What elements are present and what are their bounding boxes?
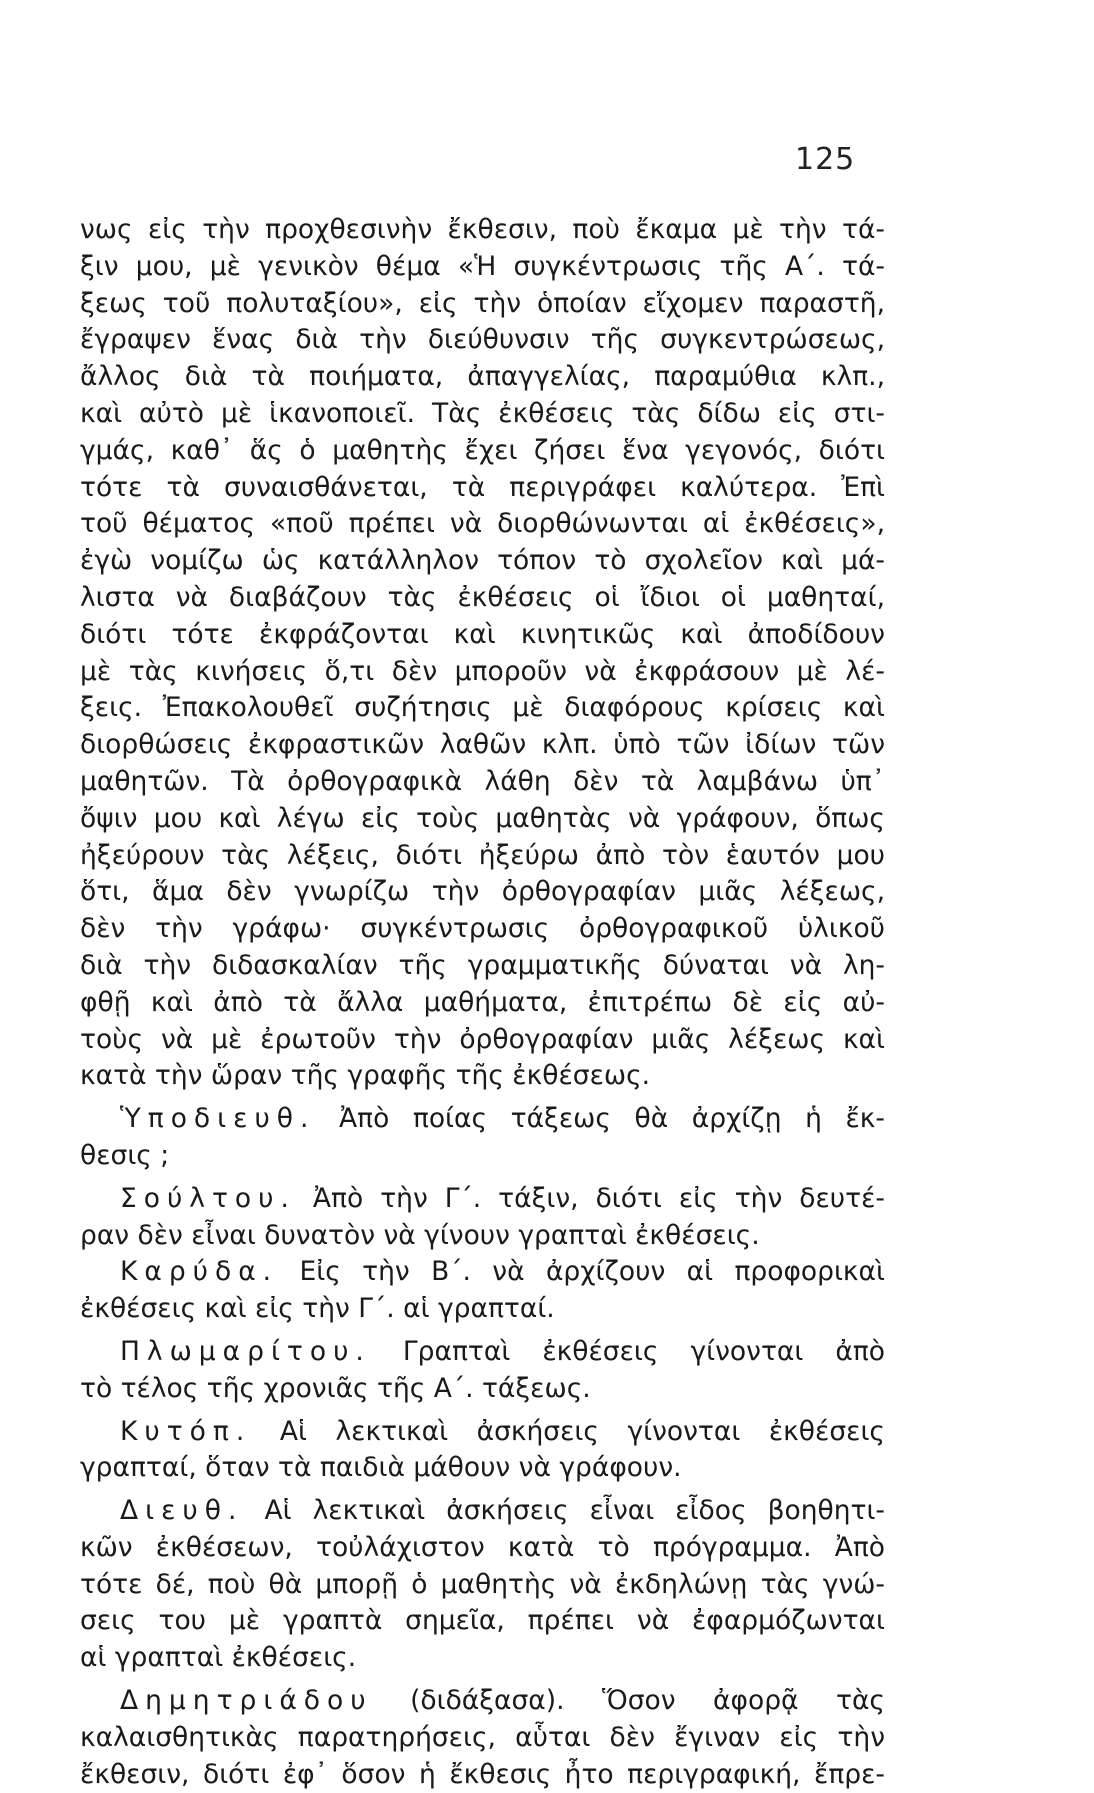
text-line: σεις του μὲ γραπτὰ σημεῖα, πρέπει νὰ ἐφαρμόζωνται xyxy=(80,1605,885,1637)
text-line: θεσις ; xyxy=(80,1139,170,1171)
dialogue-text: Γραπταὶ ἐκθέσεις γίνονται ἀπὸ xyxy=(402,1335,885,1367)
text-line: δὲν τὴν γράφω· συγκέντρωσις ὀρθογραφικοῦ ὑλικοῦ xyxy=(80,913,885,945)
text-line: ἐγὼ νομίζω ὡς κατάλληλον τόπον τὸ σχολεῖον καὶ μά- xyxy=(80,545,885,577)
text-line: μαθητῶν. Τὰ ὀρθογραφικὰ λάθη δὲν τὰ λαμβάνω ὑπ᾽ xyxy=(80,765,885,797)
text-line: ἐκθέσεις καὶ εἰς τὴν Γ΄. αἱ γραπταί. xyxy=(80,1293,555,1325)
text-line: αἱ γραπταὶ ἐκθέσεις. xyxy=(80,1642,357,1674)
text-line: ξεις. Ἐπακολουθεῖ συζήτησις μὲ διαφόρους κρίσεις καὶ xyxy=(80,692,885,724)
dialogue-line xyxy=(80,1334,885,1371)
dialogue-line xyxy=(80,1181,885,1218)
text-line: γμάς, καθ᾽ ἅς ὁ μαθητὴς ἔχει ζήσει ἕνα γεγονός, διότι xyxy=(80,434,885,466)
text-line: τοῦ θέματος «ποῦ πρέπει νὰ διορθώνωνται αἱ ἐκθέσεις», xyxy=(80,508,885,540)
text-line: νως εἰς τὴν προχθεσινὴν ἔκθεσιν, ποὺ ἔκαμα μὲ τὴν τά- xyxy=(80,214,885,245)
text-line: κατὰ τὴν ὥραν τῆς γραφῆς τῆς ἐκθέσεως. xyxy=(80,1060,651,1092)
dialogue-line xyxy=(80,1493,885,1530)
dialogue-text: Αἱ λεκτικαὶ ἀσκήσεις εἶναι εἶδος βοηθητι- xyxy=(264,1495,885,1527)
speaker-name: Διευθ. xyxy=(120,1495,244,1527)
speaker-name: Σούλτου. xyxy=(120,1182,296,1214)
text-line: διορθώσεις ἐκφραστικῶν λαθῶν κλπ. ὑπὸ τῶν ἰδίων τῶν xyxy=(80,729,885,761)
speaker-name: Κυτόπ. xyxy=(120,1415,252,1447)
text-line: τότε τὰ συναισθάνεται, τὰ περιγράφει καλύτερα. Ἐπὶ xyxy=(80,471,885,503)
speaker-name: Καρύδα. xyxy=(120,1256,279,1288)
dialogue-line xyxy=(80,1254,885,1291)
dialogue-text: Ἀπὸ ποίας τάξεως θὰ ἀρχίζῃ ἡ ἔκ- xyxy=(339,1103,885,1135)
page-number: 125 xyxy=(795,142,856,177)
text-line: τὸ τέλος τῆς χρονιᾶς τῆς Α΄. τάξεως. xyxy=(80,1372,591,1404)
text-line: ἔκθεσιν, διότι ἐφ᾽ ὅσον ἡ ἔκθεσις ἦτο περιγραφική, ἔπρε- xyxy=(80,1758,885,1790)
text-line: ραν δὲν εἶναι δυνατὸν νὰ γίνουν γραπταὶ ἐκθέσεις. xyxy=(80,1219,760,1251)
text-line: ξεως τοῦ πολυταξίου», εἰς τὴν ὁποίαν εἴχομεν παραστῆ, xyxy=(80,287,885,319)
speaker-name: Πλωμαρίτου. xyxy=(120,1335,371,1367)
text-line: λιστα νὰ διαβάζουν τὰς ἐκθέσεις οἱ ἴδιοι οἱ μαθηταί, xyxy=(80,581,885,613)
text-line: ἔγραψεν ἕνας διὰ τὴν διεύθυνσιν τῆς συγκεντρώσεως, xyxy=(80,324,885,356)
text-line: ὅτι, ἅμα δὲν γνωρίζω τὴν ὀρθογραφίαν μιᾶς λέξεως, xyxy=(80,876,885,908)
text-line: ἄλλος διὰ τὰ ποιήματα, ἀπαγγελίας, παραμύθια κλπ., xyxy=(80,361,885,393)
text-line: γραπταί, ὅταν τὰ παιδιὰ μάθουν νὰ γράφουν. xyxy=(80,1452,682,1484)
dialogue-text: Ἀπὸ τὴν Γ΄. τάξιν, διότι εἰς τὴν δευτέ- xyxy=(312,1182,885,1214)
speaker-name: Ὑποδιευθ. xyxy=(120,1103,316,1135)
text-line: ξιν μου, μὲ γενικὸν θέμα «Ἡ συγκέντρωσις τῆς Α΄. τά- xyxy=(80,250,885,282)
text-line: μὲ τὰς κινήσεις ὅ,τι δὲν μποροῦν νὰ ἐκφράσουν μὲ λέ- xyxy=(80,655,885,687)
text-line: ὄψιν μου καὶ λέγω εἰς τοὺς μαθητὰς νὰ γράφουν, ὅπως xyxy=(80,802,885,834)
text-line: ἠξεύρουν τὰς λέξεις, διότι ἠξεύρω ἀπὸ τὸν ἑαυτόν μου xyxy=(80,839,885,871)
text-line: διότι τότε ἐκφράζονται καὶ κινητικῶς καὶ ἀποδίδουν xyxy=(80,618,885,650)
dialogue-line xyxy=(80,1101,885,1138)
text-line: κῶν ἐκθέσεων, τοὐλάχιστον κατὰ τὸ πρόγραμμα. Ἀπὸ xyxy=(80,1531,885,1563)
dialogue-text: Αἱ λεκτικαὶ ἀσκήσεις γίνονται ἐκθέσεις xyxy=(279,1415,885,1447)
dialogue-line xyxy=(80,1414,885,1451)
body-text xyxy=(80,212,885,1793)
dialogue-text: Εἰς τὴν Β΄. νὰ ἀρχίζουν αἱ προφορικαὶ xyxy=(299,1256,885,1288)
speaker-name: Δημητριάδου xyxy=(120,1685,373,1717)
text-line: καλαισθητικὰς παρατηρήσεις, αὗται δὲν ἔγιναν εἰς τὴν xyxy=(80,1721,885,1753)
dialogue-text: (διδάξασα). Ὅσον ἀφορᾷ τὰς xyxy=(410,1685,885,1717)
text-line: φθῇ καὶ ἀπὸ τὰ ἄλλα μαθήματα, ἐπιτρέπω δὲ εἰς αὐ- xyxy=(80,986,885,1018)
text-line: τότε δέ, ποὺ θὰ μπορῇ ὁ μαθητὴς νὰ ἐκδηλώνῃ τὰς γνώ- xyxy=(80,1568,885,1600)
text-line: τοὺς νὰ μὲ ἐρωτοῦν τὴν ὀρθογραφίαν μιᾶς λέξεως καὶ xyxy=(80,1023,885,1055)
text-line: καὶ αὐτὸ μὲ ἱκανοποιεῖ. Τὰς ἐκθέσεις τὰς δίδω εἰς στι- xyxy=(80,397,885,429)
dialogue-line xyxy=(80,1683,885,1720)
text-line: διὰ τὴν διδασκαλίαν τῆς γραμματικῆς δύναται νὰ λη- xyxy=(80,949,885,981)
